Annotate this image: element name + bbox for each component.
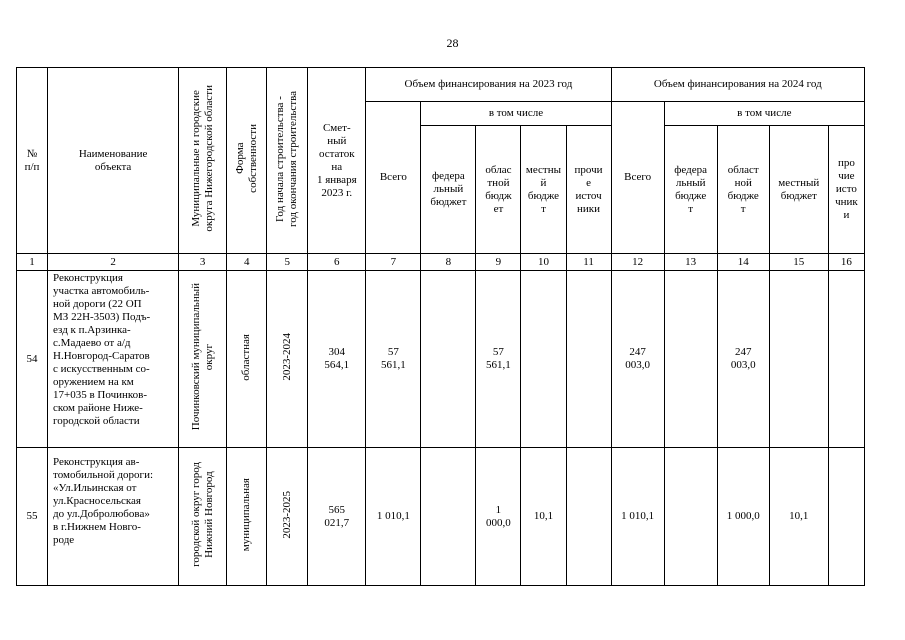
row-oth-2023 (566, 271, 611, 448)
table-row (17, 271, 865, 448)
row-reg-2023: 57 561,1 (476, 271, 521, 448)
header-years: Год начала строительства - год окончания строительства (267, 68, 308, 254)
page-number: 28 (446, 36, 459, 50)
row-num: 55 (17, 448, 48, 586)
col-num: 15 (769, 254, 828, 271)
col-num: 8 (421, 254, 476, 271)
row-ownership: муниципальная (227, 448, 267, 586)
col-num: 4 (227, 254, 267, 271)
header-ownership: Форма собственности (227, 68, 267, 254)
row-loc-2023 (521, 271, 566, 448)
col-num: 2 (48, 254, 179, 271)
header-including-2024: в том числе (664, 102, 864, 126)
row-remainder: 304 564,1 (308, 271, 366, 448)
row-fed-2024 (664, 448, 717, 586)
row-total-2023: 57 561,1 (366, 271, 421, 448)
row-loc-2023: 10,1 (521, 448, 566, 586)
col-num: 14 (717, 254, 769, 271)
row-fed-2023 (421, 271, 476, 448)
row-oth-2024 (828, 271, 864, 448)
header-loc-2024: местный бюджет (769, 126, 828, 254)
row-reg-2023: 1 000,0 (476, 448, 521, 586)
col-num: 6 (308, 254, 366, 271)
col-num: 12 (611, 254, 664, 271)
header-fed-2023: федера льный бюджет (421, 126, 476, 254)
row-total-2024: 1 010,1 (611, 448, 664, 586)
row-remainder: 565 021,7 (308, 448, 366, 586)
col-num: 7 (366, 254, 421, 271)
header-reg-2024: област ной бюдже т (717, 126, 769, 254)
header-including-2023: в том числе (421, 102, 611, 126)
col-num: 16 (828, 254, 864, 271)
row-municipality: городской округ город Нижний Новгород (179, 448, 227, 586)
row-total-2024: 247 003,0 (611, 271, 664, 448)
row-reg-2024: 1 000,0 (717, 448, 769, 586)
row-loc-2024: 10,1 (769, 448, 828, 586)
row-num: 54 (17, 271, 48, 448)
header-municipality: Муниципальные и городские округа Нижегородской области (179, 68, 227, 254)
row-oth-2024 (828, 448, 864, 586)
header-fin-2024: Объем финансирования на 2024 год (611, 68, 864, 102)
header-fed-2024: федера льный бюдже т (664, 126, 717, 254)
header-fin-2023: Объем финансирования на 2023 год (366, 68, 611, 102)
table-row (17, 448, 865, 586)
col-num: 9 (476, 254, 521, 271)
financing-table (16, 67, 865, 586)
row-years: 2023-2025 (267, 448, 308, 586)
col-num: 1 (17, 254, 48, 271)
header-oth-2023: прочи е источ ники (566, 126, 611, 254)
col-num: 10 (521, 254, 566, 271)
row-fed-2024 (664, 271, 717, 448)
row-fed-2023 (421, 448, 476, 586)
header-oth-2024: про чие исто чник и (828, 126, 864, 254)
row-ownership: областная (227, 271, 267, 448)
row-municipality: Починковский муниципальный округ (179, 271, 227, 448)
header-total-2024: Всего (611, 102, 664, 254)
column-number-row (17, 254, 865, 271)
row-total-2023: 1 010,1 (366, 448, 421, 586)
row-oth-2023 (566, 448, 611, 586)
row-loc-2024 (769, 271, 828, 448)
row-name: Реконструкция ав- томобильной дороги: «Ул.Ильинская от ул.Красносельская до ул.Добролюбова» в г.Нижнем Новго- роде (48, 448, 179, 586)
row-years: 2023-2024 (267, 271, 308, 448)
col-num: 5 (267, 254, 308, 271)
header-loc-2023: местны й бюдже т (521, 126, 566, 254)
row-reg-2024: 247 003,0 (717, 271, 769, 448)
header-remainder: Смет- ный остаток на 1 января 2023 г. (308, 68, 366, 254)
header-num: № п/п (17, 68, 48, 254)
header-name: Наименование объекта (48, 68, 179, 254)
col-num: 11 (566, 254, 611, 271)
header-reg-2023: облас тной бюдж ет (476, 126, 521, 254)
header-total-2023: Всего (366, 102, 421, 254)
col-num: 13 (664, 254, 717, 271)
row-name: Реконструкция участка автомобиль- ной дороги (22 ОП МЗ 22Н-3503) Подъ- езд к п.Арзинка- с.Мадаево от а/д Н.Новгород-Саратов с искусственным со- оружением на км 17+035 в Починков- ском районе Ниже- городской области (48, 271, 179, 448)
col-num: 3 (179, 254, 227, 271)
